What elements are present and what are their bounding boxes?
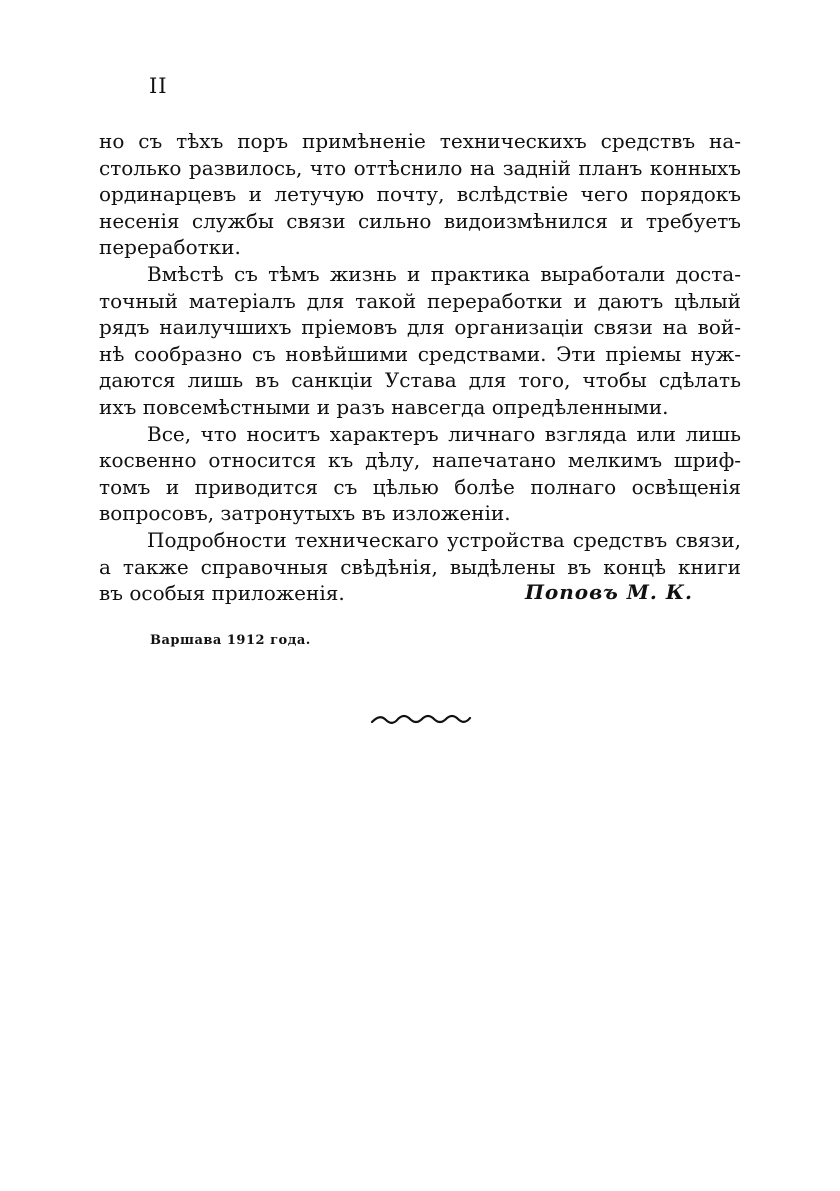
preface-text [99,128,741,607]
text-line: точный матеріалъ для такой переработки и даютъ цѣлый [99,288,741,313]
text-line: столько развилось, что оттѣснило на задній планъ конныхъ [99,155,741,180]
text-line: Вмѣстѣ съ тѣмъ жизнь и практика выработали доста- [147,261,741,286]
author-signature: Поповъ М. К. [525,580,693,604]
text-line: вопросовъ, затронутыхъ въ изложеніи. [99,501,511,526]
text-line: томъ и приводится съ цѣлью болѣе полнаго освѣщенія [99,474,741,499]
paragraph-3 [99,421,741,527]
text-line: въ особыя приложенія. [99,581,345,606]
text-line: ординарцевъ и летучую почту, вслѣдствіе чего порядокъ [99,182,741,207]
paragraph-2 [99,261,741,421]
text-line: но съ тѣхъ поръ примѣненіе техническихъ средствъ на- [99,129,741,153]
text-line: нѣ сообразно съ новѣйшими средствами. Эти пріемы нуж- [99,341,741,366]
text-line: Все, что носитъ характеръ личнаго взгляда или лишь [147,421,741,446]
place-date: Варшава 1912 года. [150,633,311,648]
wavy-line-ornament-icon [370,712,472,728]
text-line: ихъ повсемѣстными и разъ навсегда опредѣленными. [99,394,669,419]
text-line: рядъ наилучшихъ пріемовъ для организаціи связи на вой- [99,315,741,340]
text-line: несенія службы связи сильно видоизмѣнился и требуетъ [99,208,741,233]
paragraph-1 [99,128,741,261]
page-number: II [149,74,168,98]
text-line: даются лишь въ санкціи Устава для того, чтобы сдѣлать [99,368,741,393]
text-line: Подробности техническаго устройства средствъ связи, [147,527,741,552]
text-line: а также справочныя свѣдѣнія, выдѣлены въ концѣ книги [99,554,741,579]
text-line: переработки. [99,235,241,260]
text-line: косвенно относится къ дѣлу, напечатано мелкимъ шриф- [99,448,741,473]
